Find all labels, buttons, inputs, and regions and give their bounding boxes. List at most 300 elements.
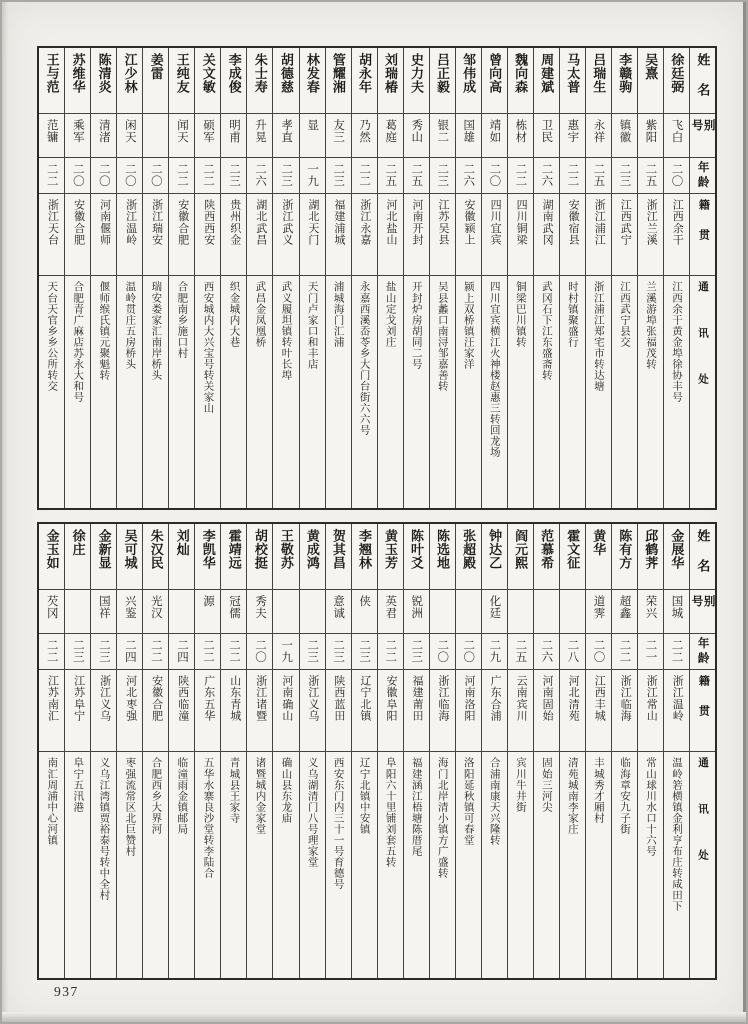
entry-column	[533, 524, 559, 978]
name-text: 刘瑞椿	[382, 53, 398, 94]
name-cell	[586, 524, 611, 590]
address-cell	[482, 276, 507, 508]
alias-cell	[664, 114, 689, 158]
address-text: 临海章安九子街	[618, 757, 630, 835]
age-cell	[508, 158, 533, 194]
name-cell	[39, 48, 64, 114]
age-text: 二五	[644, 163, 657, 188]
name-cell	[65, 524, 90, 590]
address-text: 清苑城南李家庄	[566, 757, 578, 835]
name-cell	[560, 48, 585, 114]
age-text: 二三	[358, 639, 371, 664]
name-cell	[169, 524, 194, 590]
address-text: 织金城内大巷	[228, 281, 240, 348]
address-cell	[91, 276, 116, 508]
name-text: 钟达乙	[487, 529, 503, 570]
native-text: 湖南武冈	[541, 199, 554, 246]
alias-cell	[612, 590, 637, 634]
age-text: 二六	[462, 163, 475, 188]
native-text: 河南固始	[541, 675, 554, 722]
native-text: 江苏阜宁	[72, 675, 85, 722]
native-text: 安徽宿县	[567, 199, 580, 246]
native-cell	[612, 194, 637, 276]
entry-column	[351, 48, 377, 508]
native-cell	[39, 670, 64, 752]
address-text: 合肥青广麻店苏永大和号	[72, 281, 84, 403]
entry-column	[481, 524, 507, 978]
header-cell-alias	[690, 114, 715, 158]
address-cell	[247, 752, 272, 978]
native-text: 贵州织金	[228, 199, 241, 246]
address-text: 固始三河尖	[540, 757, 552, 813]
address-text: 五华水寨良沙堂转李陆合	[202, 757, 214, 879]
scanned-page	[2, 2, 746, 1022]
native-cell	[378, 194, 403, 276]
address-cell	[664, 276, 689, 508]
age-text: 二五	[514, 639, 527, 664]
alias-cell	[638, 590, 663, 634]
alias-cell	[612, 114, 637, 158]
name-cell	[612, 524, 637, 590]
name-text: 姜雷	[148, 53, 164, 81]
native-cell	[430, 670, 455, 752]
native-text: 辽宁北镇	[358, 675, 371, 722]
native-cell	[195, 670, 220, 752]
alias-cell	[326, 590, 351, 634]
address-cell	[430, 752, 455, 978]
name-cell	[638, 524, 663, 590]
native-text: 河南开封	[410, 199, 423, 246]
address-cell	[247, 276, 272, 508]
address-cell	[482, 752, 507, 978]
native-cell	[534, 670, 559, 752]
native-text: 浙江诸暨	[254, 675, 267, 722]
address-cell	[430, 276, 455, 508]
name-cell	[508, 48, 533, 114]
native-cell	[560, 670, 585, 752]
name-cell	[378, 524, 403, 590]
age-text: 二二	[45, 163, 58, 188]
entry-column	[637, 48, 663, 508]
native-cell	[143, 670, 168, 752]
age-text: 二二	[201, 639, 214, 664]
age-text: 二〇	[123, 163, 136, 188]
header-cell-address	[690, 276, 715, 508]
native-cell	[586, 670, 611, 752]
native-text: 江西武宁	[619, 199, 632, 246]
entry-column	[90, 48, 116, 508]
age-cell	[273, 158, 298, 194]
alias-text: 意诚	[332, 595, 345, 620]
name-text: 徐庄	[70, 529, 86, 557]
alias-cell	[169, 590, 194, 634]
age-cell	[430, 158, 455, 194]
alias-text: 硕军	[201, 119, 214, 144]
address-text: 温岭箬横镇金利亨布庄转咸田下	[671, 757, 683, 912]
age-cell	[39, 158, 64, 194]
entry-column	[611, 524, 637, 978]
entry-column	[220, 48, 246, 508]
address-cell	[352, 752, 377, 978]
header-cell-address	[690, 752, 715, 978]
address-text: 天台天官乡乡公所转交	[46, 281, 58, 392]
address-text: 合肥南乡施口村	[176, 281, 188, 359]
alias-cell	[117, 114, 142, 158]
address-cell	[404, 752, 429, 978]
age-text: 二二	[566, 163, 579, 188]
address-text: 浙江浦江郑宅市转达塘	[592, 281, 604, 392]
age-text: 二三	[618, 163, 631, 188]
native-text: 湖北天门	[306, 199, 319, 246]
native-cell	[65, 670, 90, 752]
native-cell	[560, 194, 585, 276]
native-text: 安徽颍上	[463, 199, 476, 246]
name-cell	[143, 524, 168, 590]
native-text: 云南宾川	[515, 675, 528, 722]
native-text: 河北枣强	[124, 675, 137, 722]
name-cell	[65, 48, 90, 114]
age-text: 二三	[306, 639, 319, 664]
name-text: 魏向森	[513, 53, 529, 94]
entry-column	[299, 48, 325, 508]
entry-column	[64, 48, 90, 508]
native-text: 浙江义乌	[306, 675, 319, 722]
age-cell	[352, 634, 377, 670]
header-label-age: 年龄	[696, 636, 709, 667]
native-cell	[586, 194, 611, 276]
age-cell	[534, 158, 559, 194]
native-cell	[39, 194, 64, 276]
address-text: 阜宁五汛港	[72, 757, 84, 813]
header-column-bottom	[689, 524, 715, 978]
native-text: 安徽阜阳	[384, 675, 397, 722]
native-cell	[65, 194, 90, 276]
header-label-name: 姓名	[695, 529, 711, 589]
name-text: 吴可城	[122, 529, 138, 570]
age-text: 二〇	[97, 163, 110, 188]
address-text: 西安城内大兴宝号转关家山	[202, 281, 214, 414]
alias-cell	[195, 590, 220, 634]
name-text: 胡永年	[356, 53, 372, 94]
address-cell	[273, 752, 298, 978]
age-text: 二五	[592, 163, 605, 188]
age-cell	[143, 158, 168, 194]
alias-text: 葛庭	[384, 119, 397, 144]
alias-text: 升晃	[254, 119, 267, 144]
age-cell	[221, 634, 246, 670]
alias-cell	[221, 590, 246, 634]
age-cell	[247, 634, 272, 670]
address-text: 盐山定戈刘庄	[384, 281, 396, 348]
header-label-address: 通讯处	[697, 757, 709, 896]
entry-column	[429, 48, 455, 508]
entry-column	[403, 524, 429, 978]
native-text: 安徽合肥	[176, 199, 189, 246]
header-cell-name	[690, 48, 715, 114]
name-text: 王纯友	[174, 53, 190, 94]
name-cell	[195, 524, 220, 590]
age-cell	[586, 158, 611, 194]
address-cell	[169, 752, 194, 978]
address-cell	[378, 276, 403, 508]
name-text: 陈叶爻	[409, 529, 425, 570]
native-cell	[430, 194, 455, 276]
native-text: 四川宜宾	[489, 199, 502, 246]
alias-text: 道霁	[592, 595, 605, 620]
name-text: 金玉如	[44, 529, 60, 570]
name-cell	[508, 524, 533, 590]
address-cell	[456, 276, 481, 508]
name-text: 霍文征	[565, 529, 581, 570]
alias-cell	[65, 114, 90, 158]
native-cell	[221, 194, 246, 276]
age-text: 二二	[175, 163, 188, 188]
native-cell	[352, 194, 377, 276]
name-cell	[300, 48, 325, 114]
name-cell	[326, 524, 351, 590]
native-text: 河北清苑	[567, 675, 580, 722]
alias-cell	[300, 590, 325, 634]
alias-text: 秀夫	[254, 595, 267, 620]
entry-column	[455, 48, 481, 508]
alias-text: 英君	[384, 595, 397, 620]
age-text: 一九	[280, 639, 293, 664]
address-cell	[508, 276, 533, 508]
native-text: 湖北武昌	[254, 199, 267, 246]
entry-column	[585, 48, 611, 508]
name-cell	[586, 48, 611, 114]
native-cell	[221, 670, 246, 752]
alias-cell	[300, 114, 325, 158]
alias-cell	[39, 590, 64, 634]
age-text: 二〇	[670, 163, 683, 188]
name-text: 江少林	[122, 53, 138, 94]
header-label-name: 姓名	[695, 53, 711, 113]
address-cell	[326, 276, 351, 508]
address-text: 常山球川水口十六号	[644, 757, 656, 857]
name-cell	[456, 524, 481, 590]
age-text: 二三	[280, 163, 293, 188]
name-text: 刘灿	[174, 529, 190, 557]
name-text: 吕瑞生	[591, 53, 607, 94]
address-cell	[221, 752, 246, 978]
alias-cell	[273, 590, 298, 634]
name-text: 范慕希	[539, 529, 555, 570]
alias-text: 锐洲	[410, 595, 423, 620]
native-cell	[534, 194, 559, 276]
age-cell	[247, 158, 272, 194]
header-label-alias: 别号	[690, 595, 715, 615]
name-text: 朱士寿	[252, 53, 268, 94]
header-cell-alias	[690, 590, 715, 634]
alias-cell	[91, 114, 116, 158]
name-cell	[664, 48, 689, 114]
native-text: 浙江义乌	[98, 675, 111, 722]
name-text: 史力夫	[409, 53, 425, 94]
address-text: 阜阳六十里铺刘套五转	[384, 757, 396, 868]
alias-text: 国城	[670, 595, 683, 620]
entry-column	[377, 524, 403, 978]
entry-column	[116, 524, 142, 978]
age-text: 二〇	[254, 639, 267, 664]
alias-cell	[482, 590, 507, 634]
alias-cell	[534, 590, 559, 634]
age-cell	[300, 158, 325, 194]
alias-text: 飞白	[670, 119, 683, 144]
address-text: 义乌江湾镇贾裕泰号转中全村	[98, 757, 110, 901]
age-cell	[195, 158, 220, 194]
name-cell	[430, 48, 455, 114]
alias-text: 荣兴	[644, 595, 657, 620]
address-cell	[273, 276, 298, 508]
age-text: 二二	[670, 639, 683, 664]
age-cell	[221, 158, 246, 194]
age-cell	[117, 158, 142, 194]
age-cell	[326, 158, 351, 194]
entry-column	[559, 524, 585, 978]
address-cell	[534, 276, 559, 508]
alias-text: 乃然	[358, 119, 371, 144]
alias-text: 超鑫	[618, 595, 631, 620]
age-text: 二三	[97, 639, 110, 664]
address-text: 时村镇聚盛行	[566, 281, 578, 348]
alias-cell	[456, 114, 481, 158]
alias-cell	[273, 114, 298, 158]
native-text: 江西丰城	[593, 675, 606, 722]
age-cell	[638, 634, 663, 670]
alias-text: 孝直	[280, 119, 293, 144]
age-cell	[169, 634, 194, 670]
native-cell	[664, 194, 689, 276]
native-cell	[300, 194, 325, 276]
entry-column	[507, 524, 533, 978]
age-text: 二二	[201, 163, 214, 188]
native-text: 河北盐山	[384, 199, 397, 246]
age-text: 二五	[384, 163, 397, 188]
address-text: 南汇周浦中心河镇	[46, 757, 58, 846]
address-cell	[195, 276, 220, 508]
name-cell	[91, 524, 116, 590]
name-text: 王与范	[44, 53, 60, 94]
address-cell	[195, 752, 220, 978]
age-cell	[65, 158, 90, 194]
alias-text: 闲天	[123, 119, 136, 144]
age-text: 二二	[514, 163, 527, 188]
alias-cell	[247, 114, 272, 158]
address-cell	[612, 752, 637, 978]
alias-cell	[430, 590, 455, 634]
native-cell	[612, 670, 637, 752]
alias-cell	[664, 590, 689, 634]
age-text: 二〇	[149, 163, 162, 188]
name-text: 黄华	[591, 529, 607, 557]
native-text: 浙江临海	[619, 675, 632, 722]
age-text: 二六	[540, 639, 553, 664]
address-text: 确山县东龙庙	[280, 757, 292, 824]
name-text: 李凯华	[200, 529, 216, 570]
name-text: 陈有方	[617, 529, 633, 570]
address-cell	[39, 752, 64, 978]
address-cell	[508, 752, 533, 978]
native-text: 浙江永嘉	[358, 199, 371, 246]
native-cell	[169, 670, 194, 752]
name-cell	[352, 524, 377, 590]
entry-column	[246, 524, 272, 978]
address-cell	[117, 752, 142, 978]
name-text: 朱汉民	[148, 529, 164, 570]
alias-text: 卫民	[540, 119, 553, 144]
age-text: 二三	[332, 163, 345, 188]
age-text: 二三	[436, 163, 449, 188]
address-text: 福建涵江梧塘陈厝尾	[410, 757, 422, 857]
alias-cell	[39, 114, 64, 158]
address-cell	[404, 276, 429, 508]
age-text: 二〇	[71, 163, 84, 188]
address-text: 临潼雨金镇邮局	[176, 757, 188, 835]
entry-column	[142, 524, 168, 978]
age-text: 二〇	[592, 639, 605, 664]
native-cell	[482, 670, 507, 752]
name-cell	[195, 48, 220, 114]
entry-column	[142, 48, 168, 508]
address-text: 瑞安娄家汇南岸桥头	[150, 281, 162, 381]
header-label-age: 年龄	[696, 160, 709, 191]
name-cell	[143, 48, 168, 114]
address-text: 丰城秀才厢村	[592, 757, 604, 824]
alias-cell	[378, 114, 403, 158]
native-text: 广东合浦	[489, 675, 502, 722]
page-number: 937	[54, 984, 79, 999]
age-cell	[39, 634, 64, 670]
alias-text: 显	[306, 119, 319, 132]
age-cell	[91, 158, 116, 194]
name-text: 陈选地	[435, 529, 451, 570]
alias-text: 银二	[436, 119, 449, 144]
name-cell	[117, 48, 142, 114]
entry-column	[90, 524, 116, 978]
alias-text: 光汉	[149, 595, 162, 620]
native-text: 江苏南汇	[46, 675, 59, 722]
native-text: 浙江武义	[280, 199, 293, 246]
address-text: 辽宁北镇中安镇	[358, 757, 370, 835]
native-cell	[456, 194, 481, 276]
address-text: 诸暨城内金家堂	[254, 757, 266, 835]
entry-column	[39, 48, 64, 508]
entry-column	[559, 48, 585, 508]
age-text: 二六	[254, 163, 267, 188]
age-text: 二四	[123, 639, 136, 664]
address-text: 青城县王家寺	[228, 757, 240, 824]
alias-text: 国雄	[462, 119, 475, 144]
entry-column	[220, 524, 246, 978]
age-text: 二二	[228, 639, 241, 664]
address-cell	[117, 276, 142, 508]
name-cell	[247, 524, 272, 590]
age-cell	[300, 634, 325, 670]
address-cell	[638, 752, 663, 978]
entry-column	[663, 524, 689, 978]
alias-cell	[586, 590, 611, 634]
age-text: 二〇	[488, 163, 501, 188]
address-cell	[352, 276, 377, 508]
alias-text: 紫阳	[644, 119, 657, 144]
address-text: 武昌金凤凰桥	[254, 281, 266, 348]
native-cell	[273, 670, 298, 752]
alias-cell	[430, 114, 455, 158]
address-text: 天门卢家口和丰店	[306, 281, 318, 370]
alias-cell	[456, 590, 481, 634]
native-cell	[300, 670, 325, 752]
